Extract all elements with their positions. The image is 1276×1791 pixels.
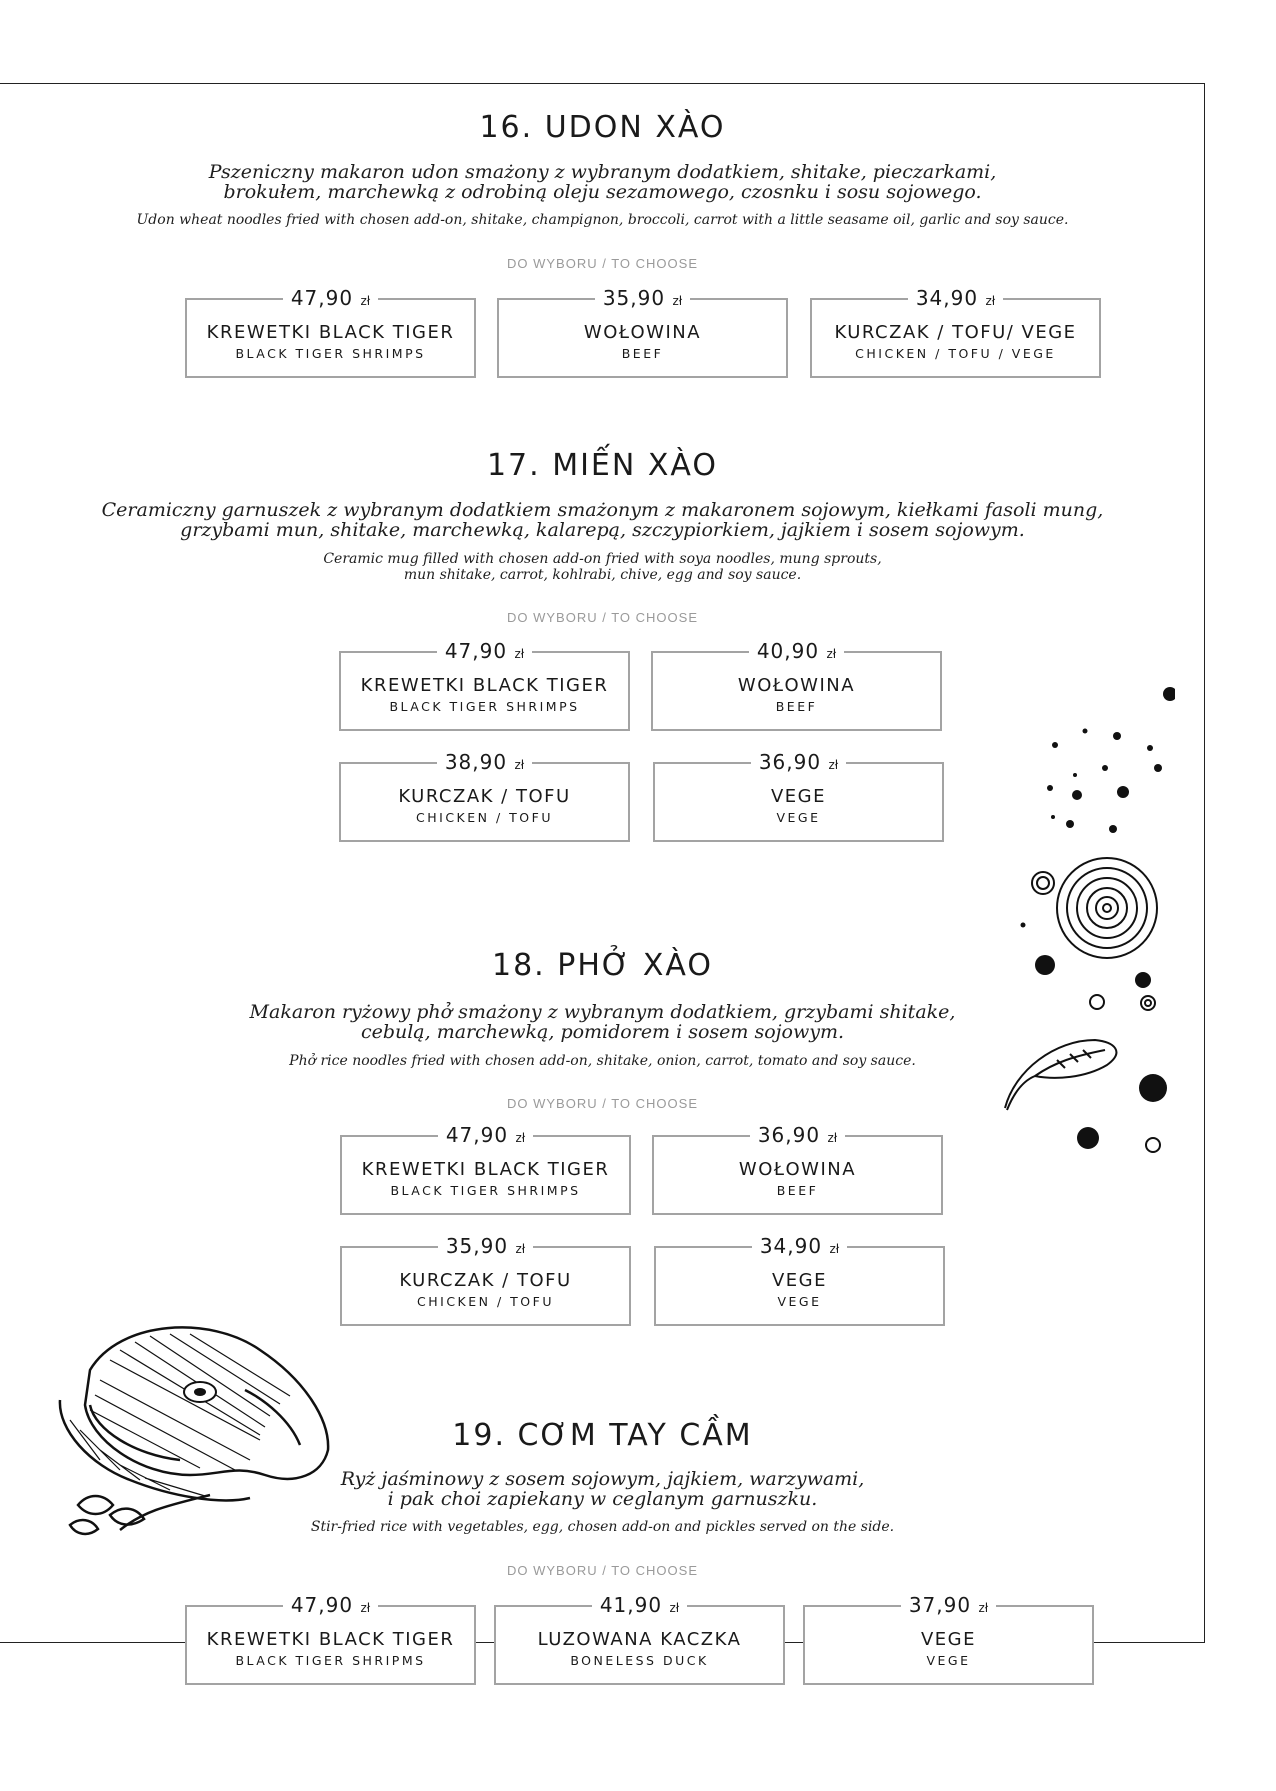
option-box [185,286,476,378]
option-name: KURCZAK / TOFU [399,1270,572,1291]
dish-title-19: 19. CƠM TAY CẦM [452,1418,753,1453]
dish-description-en: Phở rice noodles fried with chosen add-on, shitake, onion, carrot, tomato and soy sauce. [289,1053,916,1069]
option-box [651,639,942,731]
option-name: KREWETKI BLACK TIGER [361,1159,610,1180]
option-name-en: BEEF [621,346,664,361]
dish-description-pl: Pszeniczny makaron udon smażony z wybranym dodatkiem, shitake, pieczarkami, [208,161,997,183]
option-name-en: BONELESS DUCK [570,1653,709,1668]
dish-description-en: Stir-fried rice with vegetables, egg, chosen add-on and pickles served on the side. [310,1519,895,1535]
option-box [339,750,630,842]
choose-label: DO WYBORU / TO CHOOSE [507,1563,698,1578]
option-price: 40,90 zł [653,639,940,663]
option-box [497,286,788,378]
spices-sketch-icon [995,680,1175,1160]
option-name: KURCZAK / TOFU [398,786,571,807]
option-box [652,1123,943,1215]
option-name-en: BEEF [776,1183,819,1198]
dish-description-pl: brokułem, marchewką z odrobiną oleju sezamowego, czosnku i sosu sojowego. [223,181,982,203]
option-name-en: BEEF [775,699,818,714]
choose-label: DO WYBORU / TO CHOOSE [507,1096,698,1111]
dish-description-pl: grzybami mun, shitake, marchewką, kalarepą, szczypiorkiem, jajkiem i sosem sojowym. [180,519,1025,541]
dish-description-pl: cebulą, marchewką, pomidorem i sosem sojowym. [360,1021,845,1043]
option-box [653,750,944,842]
choose-label: DO WYBORU / TO CHOOSE [507,610,698,625]
option-price: 37,90 zł [805,1593,1092,1617]
option-name: VEGE [920,1629,976,1650]
option-name: VEGE [770,786,826,807]
dish-description-en: Udon wheat noodles fried with chosen add-on, shitake, champignon, broccoli, carrot with a little seasame oil, garlic and soy sauce. [136,212,1069,228]
option-name-en: BLACK TIGER SHRIMPS [235,346,426,361]
salmon-steak-sketch-icon [50,1300,350,1545]
option-box [185,1593,476,1685]
dish-description-en: Ceramic mug filled with chosen add-on fried with soya noodles, mung sprouts, [323,551,882,567]
option-name: WOŁOWINA [737,675,856,696]
option-price: 34,90 zł [812,286,1099,310]
dish-title-16: 16. UDON XÀO [479,110,726,145]
option-price: 47,90 zł [341,639,628,663]
option-price: 36,90 zł [654,1123,941,1147]
option-box [803,1593,1094,1685]
dish-description-pl: Ryż jaśminowy z sosem sojowym, jajkiem, warzywami, [340,1468,865,1490]
option-name: LUZOWANA KACZKA [537,1629,742,1650]
option-box [494,1593,785,1685]
option-name: WOŁOWINA [583,322,702,343]
option-box [340,1234,631,1326]
option-box [340,1123,631,1215]
dish-title-17: 17. MIẾN XÀO [486,448,719,483]
option-name-en: VEGE [776,810,821,825]
option-name-en: BLACK TIGER SHRIPMS [235,1653,426,1668]
option-name: WOŁOWINA [738,1159,857,1180]
option-name-en: VEGE [777,1294,822,1309]
option-name: KREWETKI BLACK TIGER [206,322,455,343]
option-price: 38,90 zł [341,750,628,774]
option-name-en: CHICKEN / TOFU [417,1294,554,1309]
option-name-en: BLACK TIGER SHRIMPS [390,1183,581,1198]
dish-description-pl: Makaron ryżowy phở smażony z wybranym dodatkiem, grzybami shitake, [249,1001,956,1023]
option-price: 47,90 zł [342,1123,629,1147]
option-price: 47,90 zł [187,1593,474,1617]
dish-description-pl: Ceramiczny garnuszek z wybranym dodatkiem smażonym z makaronem sojowym, kiełkami fasoli mung, [101,499,1104,521]
option-name-en: VEGE [926,1653,971,1668]
option-box [810,286,1101,378]
option-name: VEGE [771,1270,827,1291]
option-name-en: CHICKEN / TOFU / VEGE [855,346,1056,361]
dish-description-en: mun shitake, carrot, kohlrabi, chive, egg and soy sauce. [403,567,802,583]
option-price: 36,90 zł [655,750,942,774]
option-price: 35,90 zł [342,1234,629,1258]
option-name: KREWETKI BLACK TIGER [206,1629,455,1650]
option-box [339,639,630,731]
option-price: 41,90 zł [496,1593,783,1617]
dish-title-18: 18. PHỞ XÀO [492,948,713,983]
option-price: 34,90 zł [656,1234,943,1258]
option-price: 47,90 zł [187,286,474,310]
dish-description-pl: i pak choi zapiekany w ceglanym garnuszku. [387,1488,818,1510]
option-name-en: BLACK TIGER SHRIMPS [389,699,580,714]
option-name: KURCZAK / TOFU/ VEGE [834,322,1077,343]
option-box [654,1234,945,1326]
option-price: 35,90 zł [499,286,786,310]
option-name: KREWETKI BLACK TIGER [360,675,609,696]
choose-label: DO WYBORU / TO CHOOSE [507,256,698,271]
option-name-en: CHICKEN / TOFU [416,810,553,825]
